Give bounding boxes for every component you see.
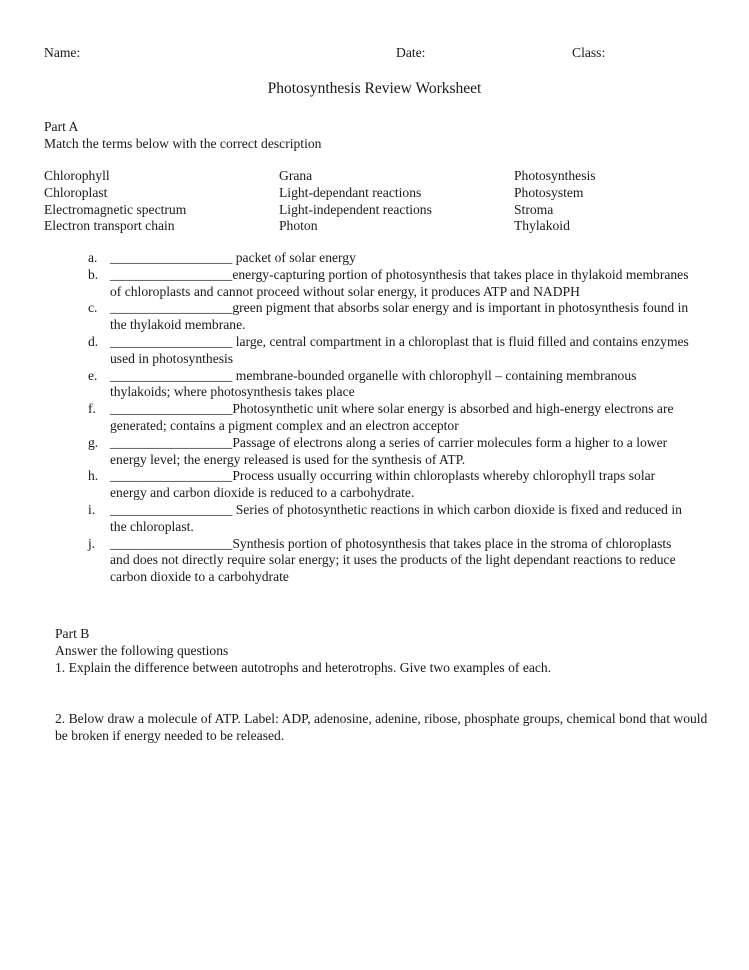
matching-list [72, 250, 692, 586]
answer-space-1[interactable] [55, 676, 715, 710]
answer-blank[interactable]: __________________ [110, 333, 233, 349]
part-b-heading: Part B [55, 626, 90, 641]
question-2: 2. Below draw a molecule of ATP. Label: ADP, adenosine, adenine, ribose, phosphate groups, chemical bond that would be broken if energy needed to be released. [55, 711, 708, 743]
term: Grana [279, 168, 313, 183]
question-1: 1. Explain the difference between autotrophs and heterotrophs. Give two examples of each. [55, 660, 552, 675]
answer-blank[interactable]: __________________ [110, 501, 233, 517]
item-letter: a. [88, 250, 98, 265]
term-bank [44, 168, 724, 235]
term: Photosynthesis [514, 168, 596, 183]
matching-item [72, 267, 692, 301]
answer-blank[interactable]: __________________ [110, 250, 233, 265]
matching-item [72, 536, 692, 586]
term: Electron transport chain [44, 218, 175, 234]
item-letter: e. [88, 367, 98, 383]
term: Photon [279, 218, 318, 234]
date-label: Date: [396, 45, 426, 60]
answer-blank[interactable]: __________________ [110, 367, 233, 383]
term-column-2 [279, 168, 514, 235]
matching-item [72, 300, 692, 334]
matching-item [72, 502, 692, 536]
matching-item [72, 435, 692, 469]
matching-item [72, 401, 692, 435]
item-description: membrane-bounded organelle with chlorophyll – containing membranous thylakoids; where photosynthesis takes place [110, 367, 637, 400]
item-letter: h. [88, 468, 99, 484]
term: Electromagnetic spectrum [44, 201, 187, 217]
term: Chloroplast [44, 184, 108, 200]
part-b-instruction: Answer the following questions [55, 643, 229, 658]
item-letter: j. [88, 535, 96, 551]
term: Photosystem [514, 184, 584, 200]
item-letter: g. [88, 434, 99, 450]
answer-space-2[interactable] [55, 744, 715, 944]
matching-item [72, 468, 692, 502]
answer-blank[interactable]: __________________ [110, 468, 233, 484]
class-label: Class: [572, 45, 606, 60]
name-label: Name: [44, 45, 81, 60]
term: Light-dependant reactions [279, 184, 422, 200]
answer-blank[interactable]: __________________ [110, 266, 233, 282]
item-description: energy-capturing portion of photosynthesis that takes place in thylakoid membranes of chloroplasts and cannot proceed without solar energy, it produces ATP and NADPH [110, 266, 689, 299]
part-b [55, 625, 715, 944]
part-a-instruction: Match the terms below with the correct description [44, 136, 322, 151]
item-letter: b. [88, 266, 99, 282]
term: Stroma [514, 201, 554, 217]
part-a-heading: Part A [44, 119, 79, 134]
term: Light-independent reactions [279, 201, 432, 217]
answer-blank[interactable]: __________________ [110, 434, 233, 450]
matching-item [72, 250, 692, 267]
item-description: Series of photosynthetic reactions in which carbon dioxide is fixed and reduced in the chloroplast. [110, 501, 682, 534]
matching-item [72, 334, 692, 368]
item-description: large, central compartment in a chloroplast that is fluid filled and contains enzymes used in photosynthesis [110, 333, 689, 366]
item-letter: i. [88, 501, 96, 517]
matching-item [72, 368, 692, 402]
answer-blank[interactable]: __________________ [110, 300, 233, 316]
item-description: Photosynthetic unit where solar energy is absorbed and high-energy electrons are generated; contains a pigment complex and an electron acceptor [110, 401, 674, 433]
item-description: Synthesis portion of photosynthesis that takes place in the stroma of chloroplasts and does not directly require solar energy; it uses the products of the light dependant reactions to reduce carbon dioxide to a carbohydrate [110, 535, 676, 585]
term-column-3 [514, 168, 596, 235]
page-title: Photosynthesis Review Worksheet [267, 80, 482, 97]
term-column-1 [44, 168, 279, 235]
item-letter: c. [88, 300, 98, 316]
item-description: Passage of electrons along a series of carrier molecules form a higher to a lower energy level; the energy released is used for the synthesis of ATP. [110, 434, 668, 467]
answer-blank[interactable]: __________________ [110, 401, 233, 417]
item-letter: d. [88, 333, 99, 349]
item-description: packet of solar energy [232, 250, 356, 265]
item-letter: f. [88, 401, 96, 417]
answer-blank[interactable]: __________________ [110, 535, 233, 551]
item-description: green pigment that absorbs solar energy and is important in photosynthesis found in the thylakoid membrane. [110, 300, 689, 333]
item-description: Process usually occurring within chloroplasts whereby chlorophyll traps solar energy and carbon dioxide is reduced to a carbohydrate. [110, 468, 656, 501]
term: Thylakoid [514, 218, 570, 234]
term: Chlorophyll [44, 168, 110, 183]
